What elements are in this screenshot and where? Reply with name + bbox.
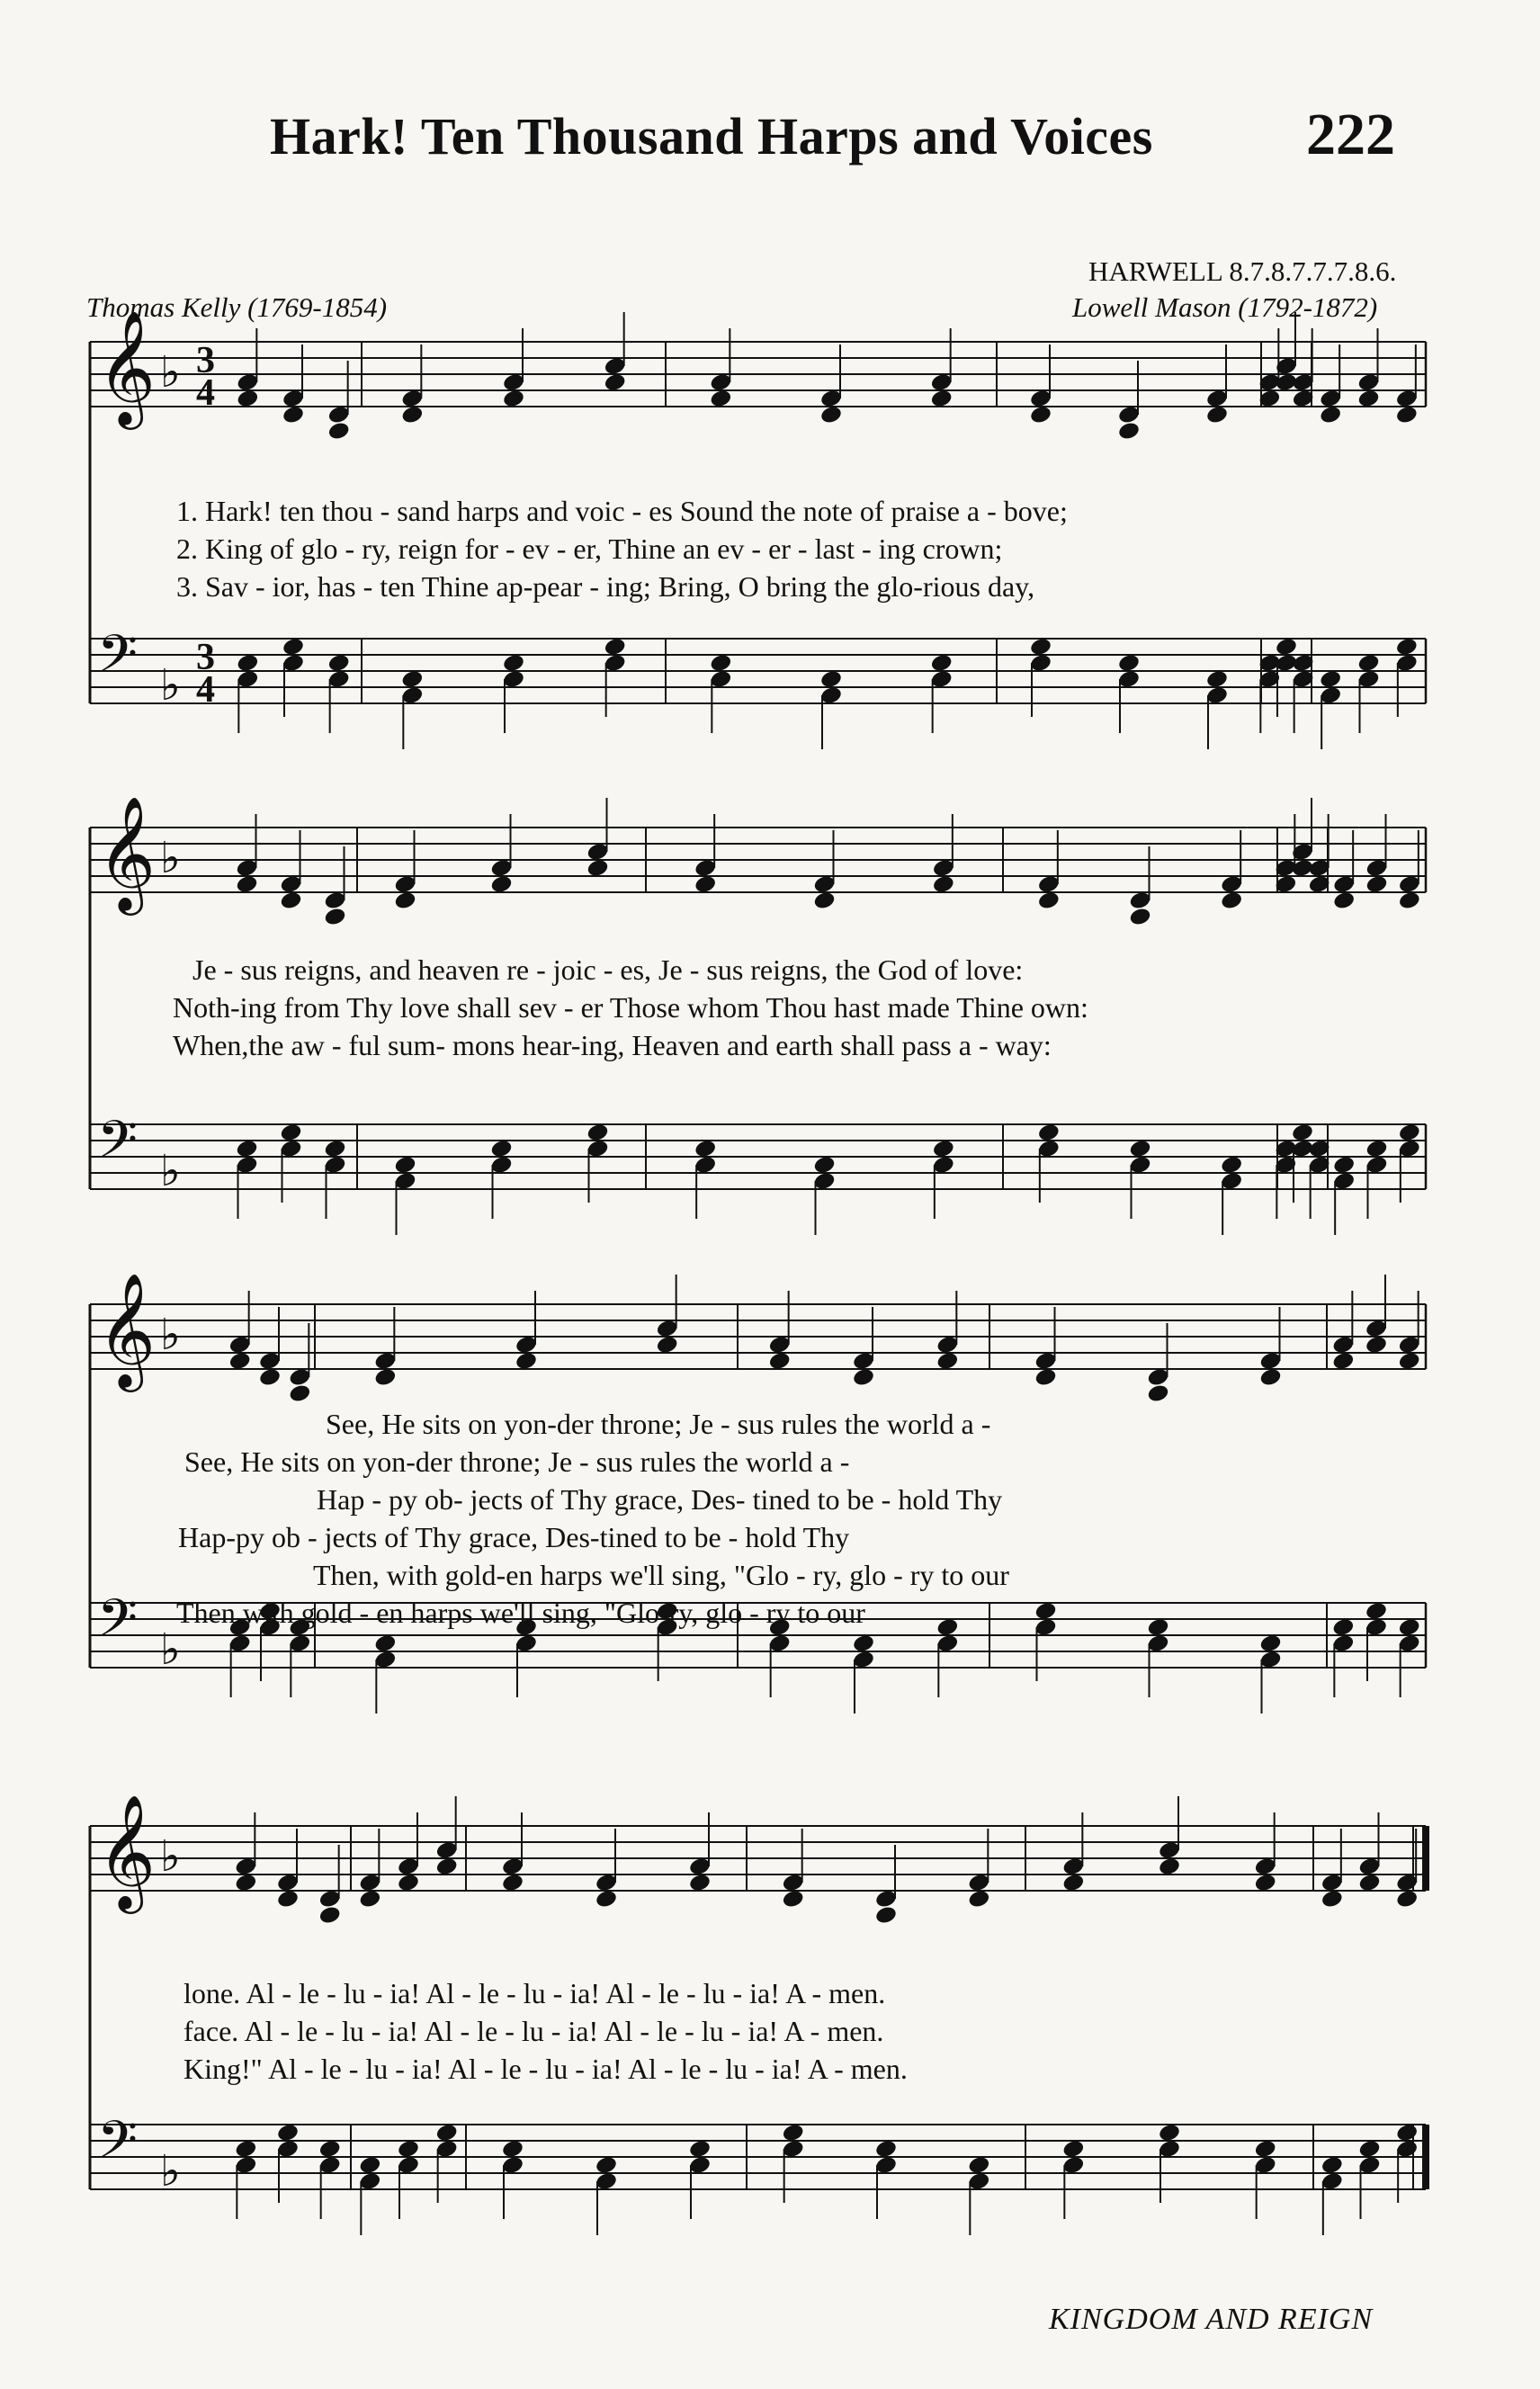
lyric-line: King!" Al - le - lu - ia! Al - le - lu - ia! Al - le - lu - ia! A - men. bbox=[184, 2053, 908, 2085]
lyric-line: 2. King of glo - ry, reign for - ev - er, Thine an ev - er - last - ing crown; bbox=[176, 532, 1003, 565]
lyric-line: Hap-py ob - jects of Thy grace, Des-tined to be - hold Thy bbox=[178, 1521, 850, 1553]
treble-clef-icon: 𝄞 bbox=[97, 309, 157, 425]
treble-clef-icon: 𝄞 bbox=[97, 1794, 157, 1909]
lyric-line: Then, with gold-en harps we'll sing, "Glo - ry, glo - ry to our bbox=[313, 1559, 1009, 1591]
notehead bbox=[936, 1617, 959, 1638]
notehead bbox=[1395, 637, 1419, 658]
bass-clef-icon: 𝄢 bbox=[97, 1588, 139, 1661]
notehead bbox=[1029, 637, 1052, 658]
treble-staff bbox=[90, 1794, 1426, 1925]
flat-key-signature-icon: ♭ bbox=[160, 1310, 181, 1360]
notehead bbox=[874, 2139, 898, 2160]
notehead bbox=[1398, 1123, 1421, 1143]
notehead bbox=[1319, 669, 1342, 690]
time-signature-digit: 4 bbox=[196, 372, 215, 414]
notehead bbox=[1258, 1633, 1282, 1654]
text-author: Thomas Kelly (1769-1854) bbox=[86, 291, 388, 323]
lyric-line: face. Al - le - lu - ia! Al - le - lu - ia! Al - le - lu - ia! A - men. bbox=[184, 2015, 884, 2047]
lyric-line: Hap - py ob- jects of Thy grace, Des- tined to be - hold Thy bbox=[317, 1483, 1003, 1516]
notehead bbox=[932, 1139, 955, 1159]
flat-key-signature-icon: ♭ bbox=[160, 1624, 181, 1675]
lyric-line: 3. Sav - ior, has - ten Thine ap-pear - ing; Bring, O bring the glo-rious day, bbox=[176, 570, 1035, 603]
notehead bbox=[1128, 1139, 1151, 1159]
notehead bbox=[604, 637, 627, 658]
notehead bbox=[1158, 2123, 1181, 2143]
treble-staff bbox=[90, 1272, 1426, 1403]
notehead bbox=[1220, 1155, 1243, 1176]
notehead bbox=[1357, 2139, 1381, 2160]
notehead bbox=[276, 2123, 300, 2143]
notehead bbox=[1365, 1601, 1388, 1622]
notehead bbox=[234, 2139, 257, 2160]
notehead bbox=[236, 653, 259, 674]
flat-key-signature-icon: ♭ bbox=[160, 1146, 181, 1196]
notehead bbox=[1395, 2123, 1419, 2143]
notehead bbox=[1061, 2139, 1085, 2160]
treble-staff bbox=[90, 795, 1426, 926]
notehead bbox=[323, 1139, 346, 1159]
notehead bbox=[327, 653, 351, 674]
notehead bbox=[318, 2139, 342, 2160]
notehead bbox=[1275, 637, 1298, 658]
notehead bbox=[279, 1123, 302, 1143]
music-composer: Lowell Mason (1792-1872) bbox=[1072, 291, 1378, 323]
notehead bbox=[1365, 1139, 1388, 1159]
lyric-line: See, He sits on yon-der throne; Je - sus rules the world a - bbox=[184, 1445, 850, 1478]
notehead bbox=[819, 669, 843, 690]
notehead bbox=[489, 1139, 513, 1159]
time-signature-digit: 3 bbox=[196, 340, 215, 381]
lyric-line: When,the aw - ful sum- mons hear-ing, Heaven and earth shall pass a - way: bbox=[173, 1029, 1052, 1061]
time-signature-digit: 3 bbox=[196, 637, 215, 678]
flat-key-signature-icon: ♭ bbox=[160, 833, 181, 883]
bass-staff bbox=[90, 623, 1426, 749]
notehead bbox=[358, 2155, 381, 2176]
notehead bbox=[852, 1633, 875, 1654]
flat-key-signature-icon: ♭ bbox=[160, 347, 181, 398]
notehead bbox=[1037, 1123, 1061, 1143]
lyric-line: lone. Al - le - lu - ia! Al - le - lu - ia! Al - le - lu - ia! A - men. bbox=[184, 1977, 886, 2009]
notehead bbox=[373, 1633, 397, 1654]
time-signature-digit: 4 bbox=[196, 669, 215, 711]
bass-clef-icon: 𝄢 bbox=[97, 623, 139, 697]
notehead bbox=[1034, 1601, 1057, 1622]
bass-clef-icon: 𝄢 bbox=[97, 2109, 139, 2183]
bass-staff bbox=[90, 2109, 1426, 2235]
bass-clef-icon: 𝄢 bbox=[97, 1109, 139, 1183]
notehead bbox=[1254, 2139, 1277, 2160]
notehead bbox=[930, 653, 954, 674]
notehead bbox=[812, 1155, 836, 1176]
flat-key-signature-icon: ♭ bbox=[160, 1831, 181, 1882]
notehead bbox=[1117, 653, 1141, 674]
notehead bbox=[967, 2155, 990, 2176]
notehead bbox=[1331, 1617, 1355, 1638]
bass-staff bbox=[90, 1109, 1426, 1235]
notehead bbox=[235, 1139, 258, 1159]
notehead bbox=[1332, 1155, 1356, 1176]
notehead bbox=[1356, 653, 1380, 674]
flat-key-signature-icon: ♭ bbox=[160, 2146, 181, 2197]
notehead bbox=[397, 2139, 420, 2160]
notehead bbox=[1291, 1123, 1314, 1143]
hymn-title: Hark! Ten Thousand Harps and Voices bbox=[270, 107, 1153, 166]
notehead bbox=[400, 669, 424, 690]
notehead bbox=[282, 637, 305, 658]
notehead bbox=[709, 653, 732, 674]
notehead bbox=[1205, 669, 1229, 690]
treble-clef-icon: 𝄞 bbox=[97, 795, 157, 910]
lyric-line: Then,with gold - en harps we'll sing, "Glo-ry, glo - ry to our bbox=[176, 1597, 865, 1629]
tune-name: HARWELL 8.7.8.7.7.7.8.6. bbox=[1088, 255, 1397, 287]
notehead bbox=[595, 2155, 618, 2176]
notehead bbox=[694, 1139, 717, 1159]
notehead bbox=[1146, 1617, 1169, 1638]
section-label: KINGDOM AND REIGN bbox=[1049, 2303, 1374, 2336]
lyric-line: Je - sus reigns, and heaven re - joic - es, Je - sus reigns, the God of love: bbox=[192, 953, 1024, 986]
system-1 bbox=[0, 306, 1540, 757]
notehead bbox=[688, 2139, 712, 2160]
notehead bbox=[1321, 2155, 1344, 2176]
notehead bbox=[1398, 1617, 1421, 1638]
notehead bbox=[435, 2123, 459, 2143]
treble-staff bbox=[90, 309, 1426, 441]
notehead bbox=[586, 1123, 609, 1143]
lyric-line: 1. Hark! ten thou - sand harps and voic - es Sound the note of praise a - bove; bbox=[176, 495, 1068, 527]
lyric-line: See, He sits on yon-der throne; Je - sus rules the world a - bbox=[326, 1408, 991, 1440]
notehead bbox=[393, 1155, 416, 1176]
treble-clef-icon: 𝄞 bbox=[97, 1272, 157, 1387]
flat-key-signature-icon: ♭ bbox=[160, 660, 181, 711]
notehead bbox=[782, 2123, 805, 2143]
notehead bbox=[501, 2139, 524, 2160]
notehead bbox=[502, 653, 525, 674]
hymn-number: 222 bbox=[1306, 102, 1395, 167]
lyric-line: Noth-ing from Thy love shall sev - er Those whom Thou hast made Thine own: bbox=[173, 991, 1088, 1024]
